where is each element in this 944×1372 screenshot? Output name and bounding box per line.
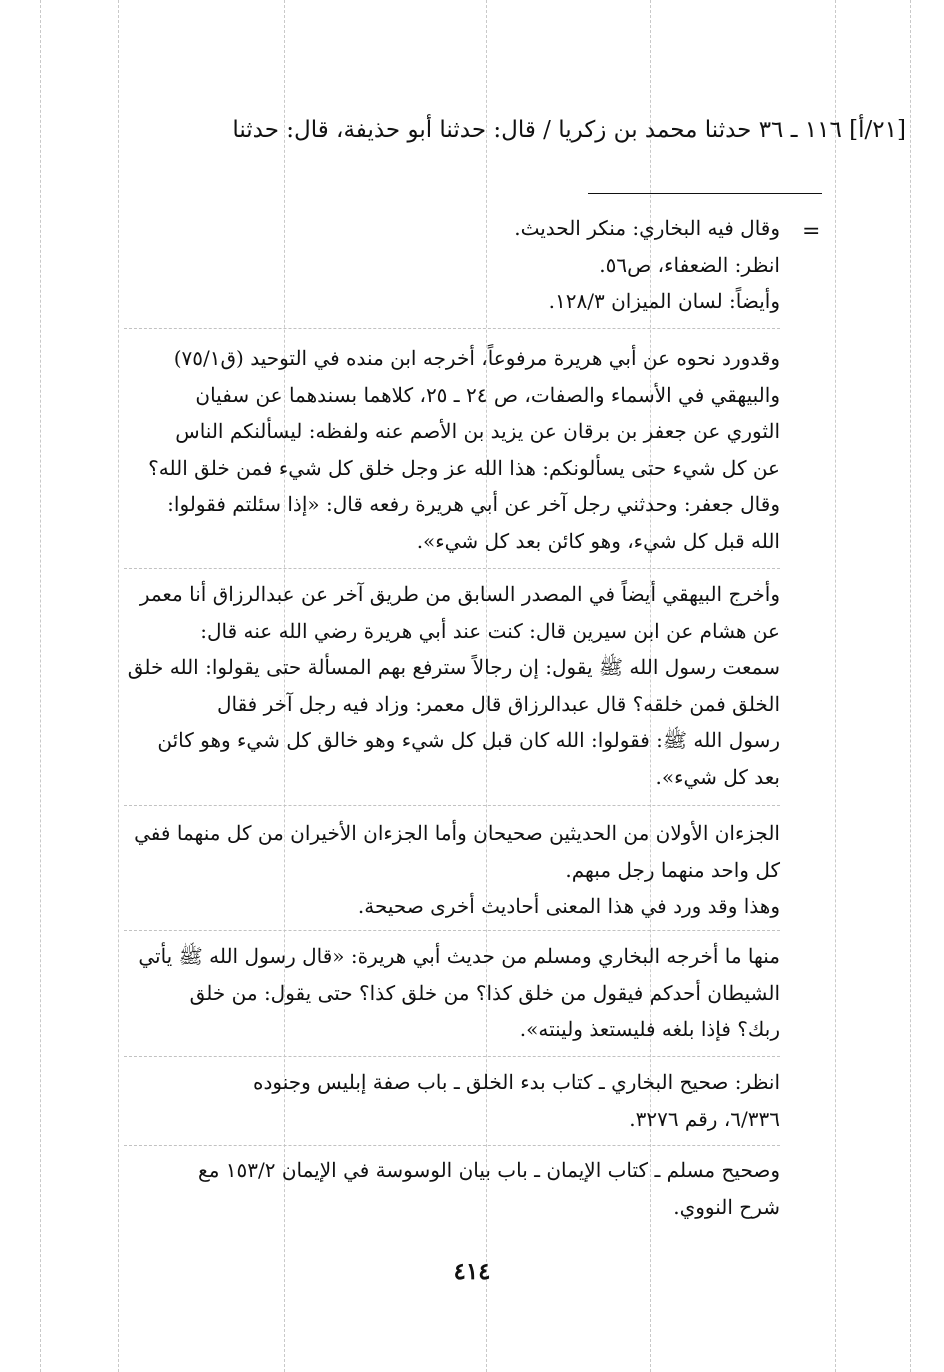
footnote-line: عن هشام عن ابن سيرين قال: كنت عند أبي هريرة رضي الله عنه قال: bbox=[200, 618, 780, 643]
footnote-line: وصحيح مسلم ـ كتاب الإيمان ـ باب بيان الوسوسة في الإيمان ١٥٣/٢ مع bbox=[198, 1158, 780, 1182]
footnote-line: بعد كل شيء». bbox=[655, 764, 780, 789]
footnote-line: وقال جعفر: وحدثني رجل آخر عن أبي هريرة رفعه قال: «إذا سئلتم فقولوا: bbox=[167, 492, 780, 516]
footnote-block-7 bbox=[124, 1152, 780, 1225]
block-separator bbox=[124, 328, 780, 329]
footnote-line: وقال فيه البخاري: منكر الحديث. bbox=[514, 216, 780, 240]
footnote-line: ربك؟ فإذا بلغه فليستعذ ولينته». bbox=[519, 1017, 780, 1041]
footnote-block-5 bbox=[124, 938, 780, 1048]
footnote-line: الشيطان أحدكم فيقول من خلق كذا؟ من خلق كذا؟ حتى يقول: من خلق bbox=[189, 980, 780, 1005]
page-number: ٤١٤ bbox=[453, 1258, 491, 1285]
footnote-line: وهذا وقد ورد في هذا المعنى أحاديث أخرى صحيحة. bbox=[357, 894, 780, 918]
footnote-line: رسول الله ﷺ: فقولوا: الله كان قبل كل شيء وهو خالق كل شيء وهو كائن bbox=[157, 728, 780, 752]
footnote-line: كل واحد منهما رجل مبهم. bbox=[565, 857, 780, 882]
block-separator bbox=[124, 930, 780, 931]
block-separator bbox=[124, 805, 780, 806]
header-line: [۲۱/أ] ۱۱٦ ـ ۳٦ حدثنا محمد بن زكريا / قال: حدثنا أبو حذيفة، قال: حدثنا bbox=[232, 117, 906, 143]
footnote-line: الله قبل كل شيء، وهو كائن بعد كل شيء». bbox=[416, 528, 780, 553]
footnote-continuation-marker: = bbox=[802, 219, 821, 244]
footnote-line: شرح النووي. bbox=[673, 1194, 780, 1219]
footnote-block-4 bbox=[124, 815, 780, 925]
footnote-block-3 bbox=[124, 576, 780, 795]
footnote-line: انظر: الضعفاء، ص٥٦. bbox=[599, 252, 780, 277]
block-separator bbox=[124, 568, 780, 569]
footnote-line: انظر: صحيح البخاري ـ كتاب بدء الخلق ـ باب صفة إبليس وجنوده bbox=[253, 1070, 780, 1094]
footnote-block-6 bbox=[124, 1064, 780, 1137]
footnote-line: وأيضاً: لسان الميزان ۱۲۸/۳. bbox=[548, 289, 780, 313]
footnote-line: عن كل شيء حتى يسألونكم: هذا الله عز وجل خلق كل شيء فمن خلق الله؟ bbox=[148, 455, 780, 480]
footnote-line: الجزءان الأولان من الحديثين صحيحان وأما الجزءان الأخيران من كل منهما ففي bbox=[134, 821, 780, 845]
footnote-line: الثوري عن جعفر بن برقان عن يزيد بن الأصم عنه ولفظه: ليسألنكم الناس bbox=[175, 419, 780, 443]
footnote-line: منها ما أخرجه البخاري ومسلم من حديث أبي هريرة: «قال رسول الله ﷺ يأتي bbox=[138, 944, 780, 968]
footnote-line: وقدورد نحوه عن أبي هريرة مرفوعاً، أخرجه ابن منده في التوحيد (ق٧٥/١) bbox=[173, 346, 780, 370]
footnote-line: والبيهقي في الأسماء والصفات، ص ٢٤ ـ ٢٥، كلاهما بسندهما عن سفيان bbox=[195, 382, 780, 407]
footnote-line: الخلق فمن خلقه؟ قال عبدالرزاق قال معمر: وزاد فيه رجل آخر فقال bbox=[216, 691, 780, 716]
footnote-line: ٦/٣٣٦، رقم ٣٢٧٦. bbox=[629, 1106, 780, 1131]
footnote-block-2 bbox=[124, 340, 780, 559]
footnote-block-1 bbox=[124, 210, 780, 320]
footnote-line: وأخرج البيهقي أيضاً في المصدر السابق من طريق آخر عن عبدالرزاق أنا معمر bbox=[139, 582, 780, 606]
footnote-rule bbox=[588, 193, 822, 194]
footnote-line: سمعت رسول الله ﷺ يقول: إن رجالاً سترفع بهم المسألة حتى يقولوا: الله خلق bbox=[127, 655, 780, 679]
block-separator bbox=[124, 1145, 780, 1146]
block-separator bbox=[124, 1056, 780, 1057]
